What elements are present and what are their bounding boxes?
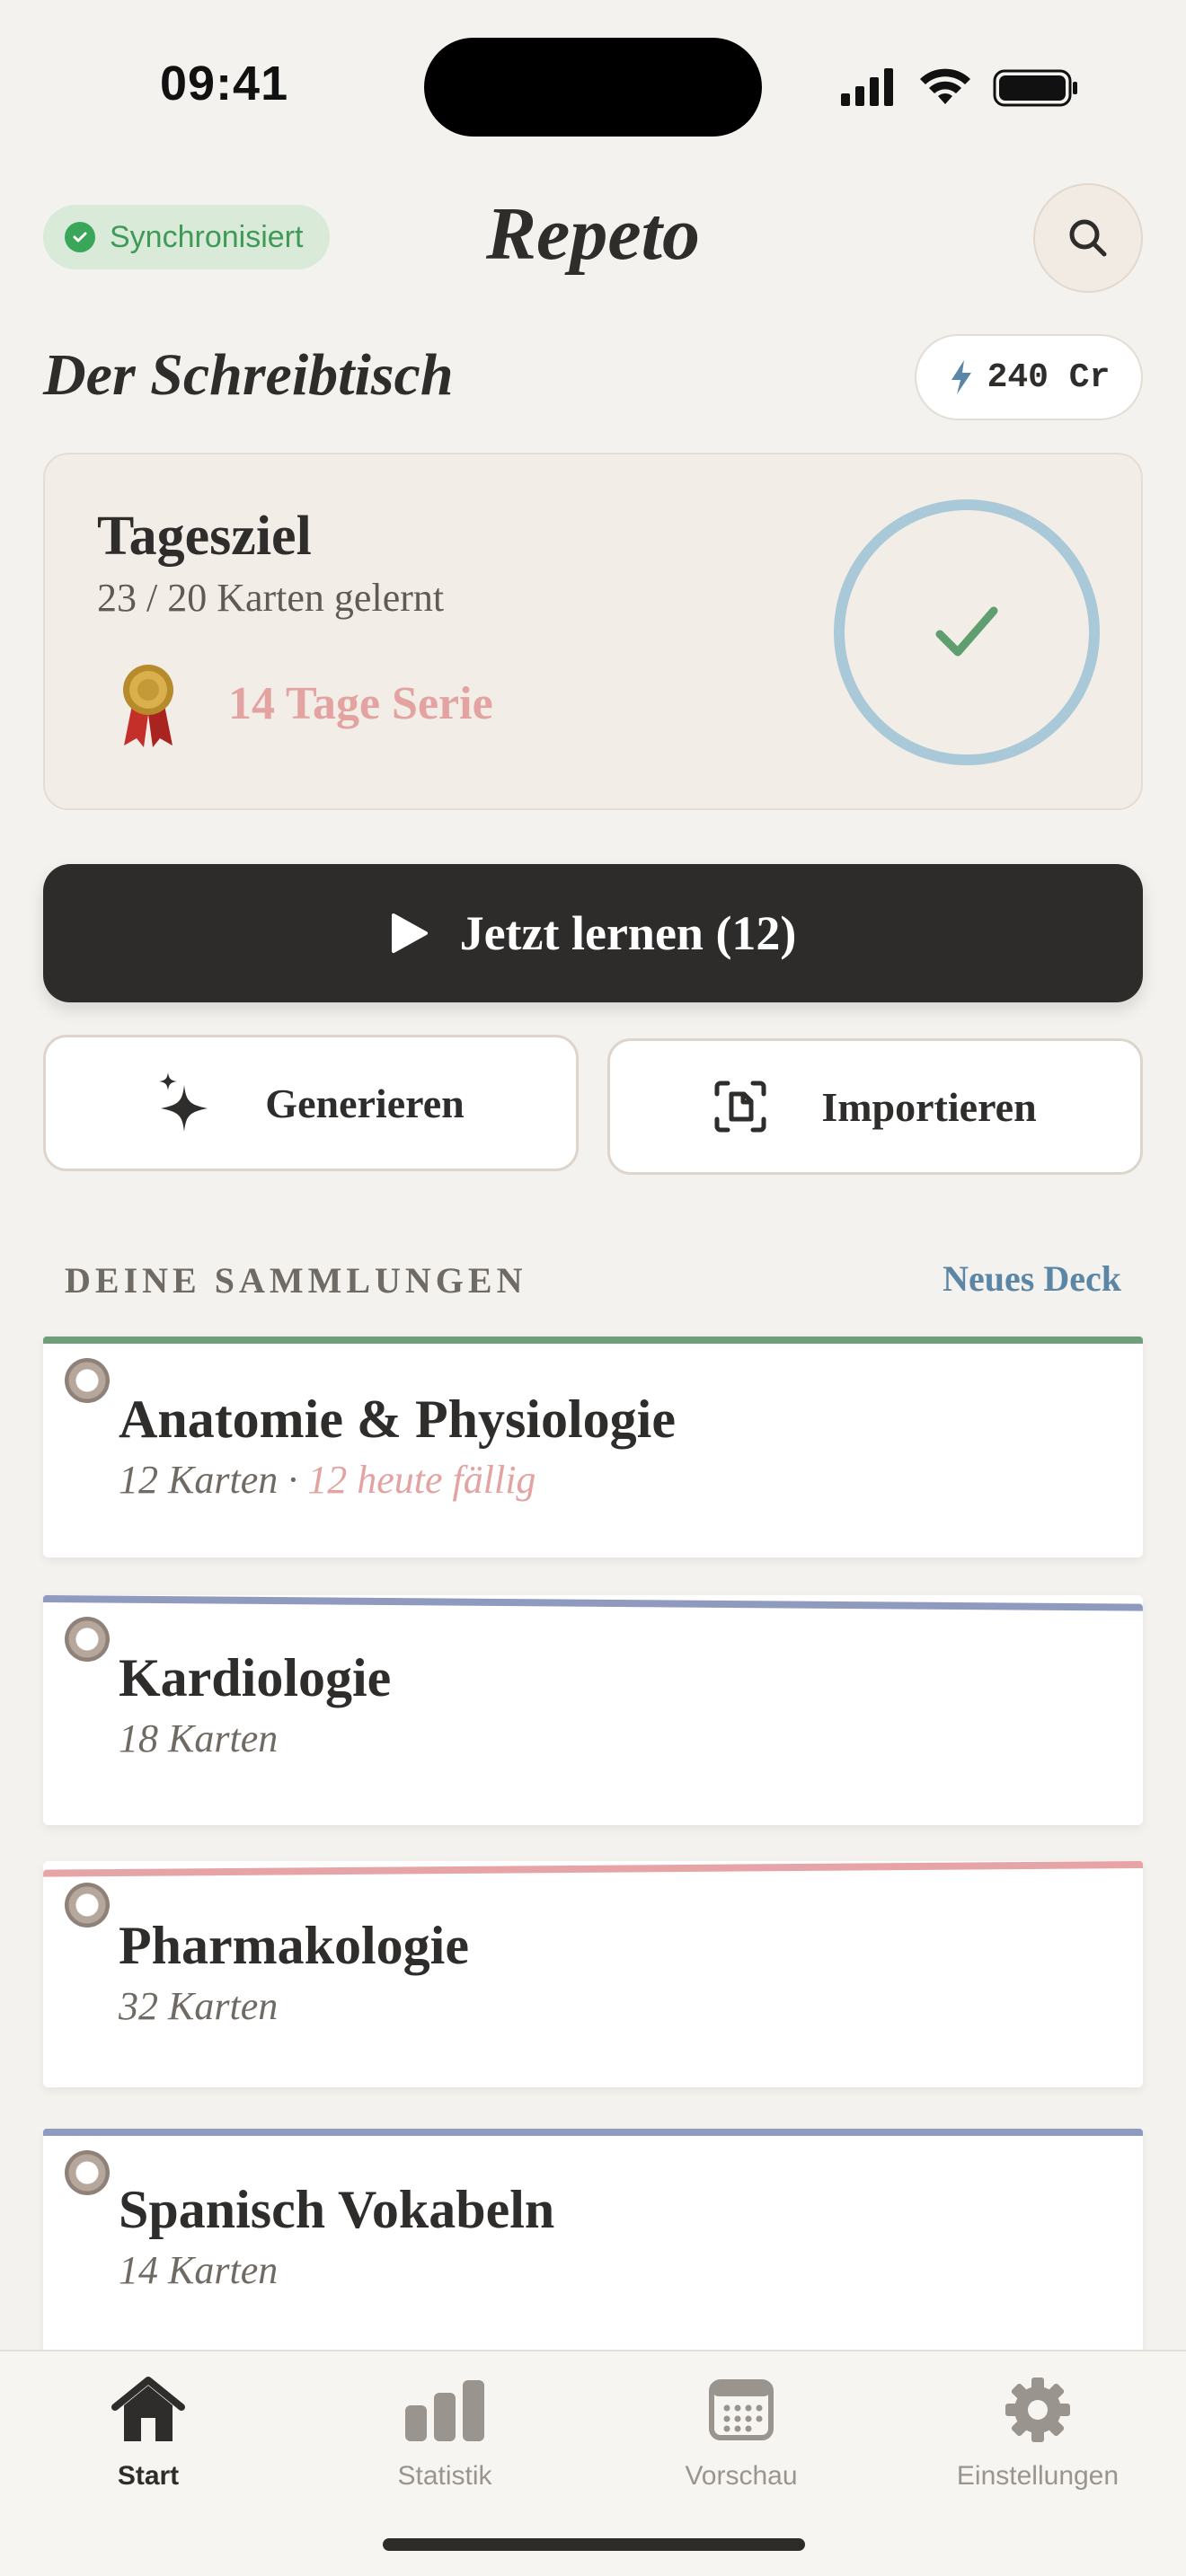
daily-goal-card [43,453,1143,810]
desk-title: Der Schreibtisch [43,342,454,408]
generate-label: Generieren [265,1080,465,1126]
app-title: Repeto [486,192,700,276]
status-bar [0,0,1186,171]
lightning-icon [948,358,975,396]
deck-color-strip [43,1595,1143,1611]
play-icon [390,912,429,955]
binder-ring-icon [65,2150,110,2195]
tab-einstellungen[interactable] [890,2369,1186,2504]
binder-ring-icon [65,1358,110,1403]
binder-ring-icon [65,1883,110,1928]
status-icons [839,65,1082,110]
dynamic-island [424,38,762,137]
home-icon [110,2369,187,2450]
deck-color-strip [43,1861,1143,1877]
deck-title: Pharmakologie [119,1916,469,1975]
tab-label: Vorschau [685,2461,798,2491]
gear-icon [1004,2369,1072,2450]
credits-value: 240 Cr [987,357,1111,397]
deck-card[interactable] [43,1595,1143,1825]
deck-card-count: 32 Karten [119,1984,279,2028]
credits-badge[interactable] [915,334,1143,420]
deck-card-count: 18 Karten [119,1716,279,1760]
deck-title: Kardiologie [119,1648,392,1707]
sync-status-label: Synchronisiert [110,219,304,254]
document-scan-icon [713,1080,767,1134]
streak-label: 14 Tage Serie [228,678,493,729]
calendar-icon [709,2369,774,2450]
checkmark-icon [931,604,1003,661]
tab-label: Start [117,2461,180,2491]
tab-label: Statistik [397,2461,492,2491]
bar-chart-icon [403,2369,486,2450]
deck-meta-separator: · [278,1458,308,1502]
tab-label: Einstellungen [956,2461,1120,2491]
deck-meta [119,1457,535,1503]
generate-button[interactable] [43,1035,579,1171]
deck-card[interactable] [43,1337,1143,1557]
deck-title: Anatomie & Physiologie [119,1389,676,1449]
tab-statistik[interactable] [296,2369,593,2504]
search-button[interactable] [1033,183,1143,293]
deck-due-count: 12 heute fällig [307,1458,536,1502]
import-button[interactable] [607,1038,1143,1175]
status-time: 09:41 [160,57,289,110]
cellular-signal-icon [841,68,893,106]
collections-heading: DEINE SAMMLUNGEN [65,1260,527,1301]
import-label: Importieren [821,1083,1037,1130]
new-deck-link[interactable]: Neues Deck [943,1258,1121,1299]
deck-card-count: 12 Karten [119,1458,279,1502]
binder-ring-icon [65,1617,110,1662]
deck-card-count: 14 Karten [119,2248,279,2292]
deck-color-strip [43,2129,1143,2136]
goal-title: Tagesziel [97,506,312,567]
home-indicator [383,2538,805,2551]
learn-now-button[interactable] [43,864,1143,1002]
search-icon [1065,215,1111,261]
deck-card[interactable] [43,2129,1143,2362]
tab-vorschau[interactable] [593,2369,890,2504]
deck-card[interactable] [43,1861,1143,2087]
learn-now-label: Jetzt lernen (12) [459,906,797,960]
wifi-icon [920,69,970,104]
medal-icon [117,661,180,751]
goal-progress-ring [834,499,1100,765]
deck-color-strip [43,1337,1143,1344]
sparkles-icon [157,1072,211,1134]
battery-icon [995,71,1077,105]
goal-progress-text: 23 / 20 Karten gelernt [97,576,445,620]
tab-start[interactable] [0,2369,296,2504]
deck-title: Spanisch Vokabeln [119,2180,555,2239]
